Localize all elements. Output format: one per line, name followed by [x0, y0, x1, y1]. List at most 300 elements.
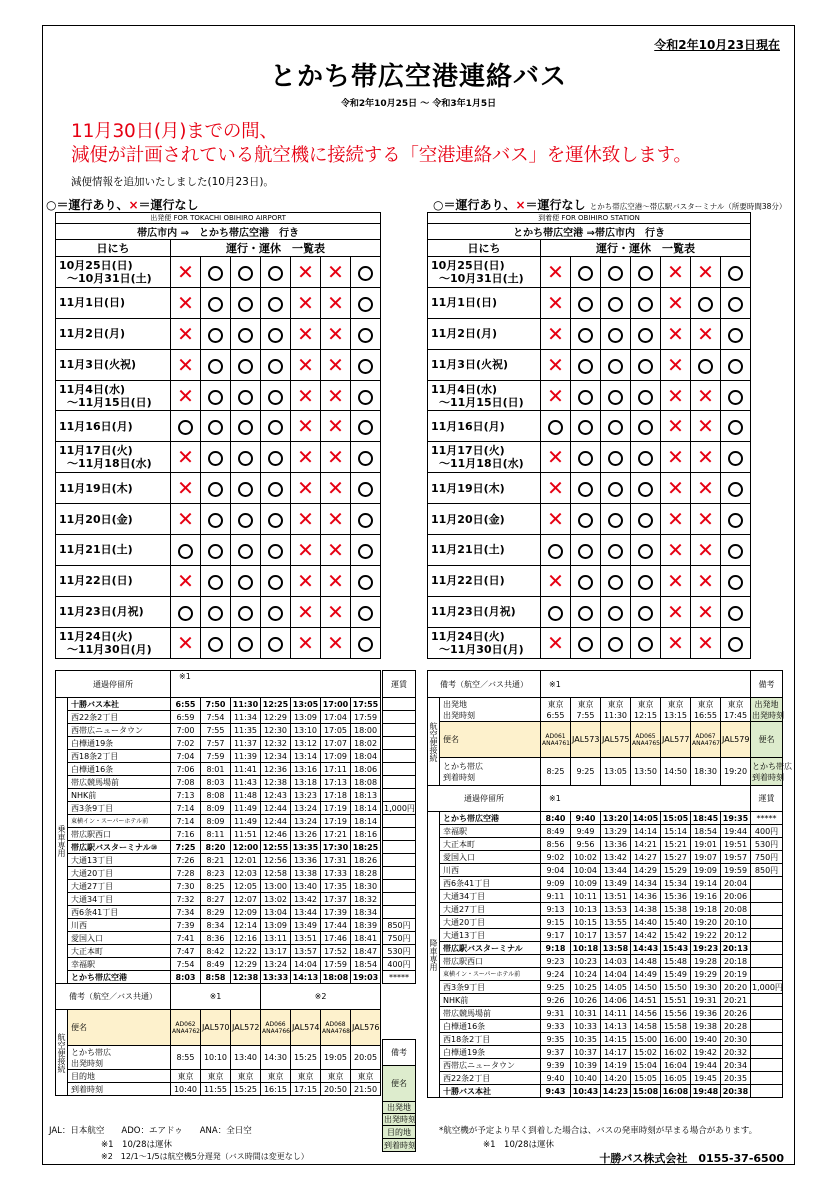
departure-time: 13:00 [261, 880, 291, 893]
fare-value: 1,000円 [752, 982, 783, 992]
stop-row [56, 724, 381, 737]
note-e: 到着時刻 [752, 772, 785, 782]
arrival-time: 15:05 [631, 1072, 661, 1085]
fare-value [751, 929, 783, 942]
arrival-time: 15:29 [661, 864, 691, 877]
service-circle-icon [721, 349, 751, 380]
arrival-time: 14:43 [631, 942, 661, 955]
stop-name: 西3条9丁目 [440, 981, 541, 994]
arrival-time: 20:12 [721, 929, 751, 942]
arrival-time: 16:08 [661, 1085, 691, 1098]
departure-time: 8:21 [201, 854, 231, 867]
service-circle-icon [631, 535, 661, 566]
origin-time: 12:15 [633, 710, 658, 720]
arrival-time: 9:04 [541, 864, 571, 877]
arrival-time: 19:51 [721, 838, 751, 851]
arrival-time: 14:58 [631, 1020, 661, 1033]
arr-label [440, 758, 541, 786]
departure-time: 12:56 [261, 854, 291, 867]
departure-time: 17:09 [321, 750, 351, 763]
service-circle-icon [601, 535, 631, 566]
note-header: ※1 [171, 671, 381, 698]
flight-arr-time: 11:55 [201, 1083, 231, 1096]
arrival-time: 14:38 [631, 903, 661, 916]
flight-arr-time: 14:50 [661, 758, 691, 786]
fare-value [383, 906, 416, 919]
dep-label-1: とかち帯広 [71, 1047, 111, 1057]
arrival-time: 14:05 [601, 981, 631, 994]
flight-arr-time: 9:25 [571, 758, 601, 786]
service-circle-icon [261, 535, 291, 566]
no-service-cross-icon: ✕ [291, 380, 321, 411]
departure-time: 7:16 [171, 828, 201, 841]
destination: 東京 [291, 1070, 321, 1083]
date-cell [56, 287, 171, 318]
departure-timetable [55, 670, 381, 1096]
date-line-1: 11月20日(金) [431, 512, 505, 526]
arrival-time: 19:44 [691, 1059, 721, 1072]
no-service-cross-icon: ✕ [541, 473, 571, 504]
origin-time: 11:30 [603, 710, 628, 720]
no-service-cross-icon: ✕ [691, 535, 721, 566]
arrival-time: 15:36 [661, 890, 691, 903]
departure-time: 17:31 [321, 854, 351, 867]
fare-value [383, 789, 416, 802]
flight-dep-time: 10:10 [201, 1046, 231, 1070]
flight-row [428, 722, 783, 758]
arr-row [56, 1083, 381, 1096]
departure-time: 12:05 [231, 880, 261, 893]
arrival-time: 14:05 [631, 812, 661, 825]
no-service-cross-icon: ✕ [291, 287, 321, 318]
fare-row [383, 958, 416, 971]
operation-row [428, 627, 751, 658]
no-service-cross-icon: ✕ [661, 504, 691, 535]
date-line-1: 11月22日(日) [431, 574, 505, 588]
arrival-time: 9:11 [541, 890, 571, 903]
no-service-cross-icon: ✕ [541, 565, 571, 596]
arrival-time: 20:20 [721, 981, 751, 994]
arrival-time: 20:06 [721, 890, 751, 903]
service-circle-icon [201, 442, 231, 473]
stop-row [56, 737, 381, 750]
stop-name: 帯広駅バスターミナル⑩ [68, 841, 171, 854]
date-line-2: ～11月15日(日) [439, 395, 524, 409]
fare-value [751, 903, 783, 916]
service-circle-icon [631, 504, 661, 535]
no-service-cross-icon: ✕ [691, 318, 721, 349]
service-circle-icon [201, 411, 231, 442]
fare-value [383, 867, 416, 880]
operation-row [428, 442, 751, 473]
arrival-time: 20:08 [721, 903, 751, 916]
operation-row [56, 411, 381, 442]
date-line-1: 11月17日(火) [59, 444, 133, 458]
departure-time: 8:34 [201, 919, 231, 932]
departure-time: 18:06 [351, 763, 381, 776]
departure-time: 17:19 [321, 802, 351, 815]
departure-time: 13:40 [291, 880, 321, 893]
departure-time: 18:25 [351, 841, 381, 854]
departure-time: 13:17 [261, 945, 291, 958]
arrival-time: 14:15 [601, 1033, 631, 1046]
caption: 出発便 FOR TOKACHI OBIHIRO AIRPORT [56, 213, 381, 224]
flight-arr-time: 17:15 [291, 1083, 321, 1096]
departure-time: 7:30 [171, 880, 201, 893]
service-circle-icon [231, 565, 261, 596]
air-note-2: ※2 [261, 984, 381, 1010]
arrival-time: 14:42 [631, 929, 661, 942]
departure-time: 12:07 [231, 893, 261, 906]
service-circle-icon [601, 442, 631, 473]
service-circle-icon [171, 596, 201, 627]
stop-name: 西22条2丁目 [440, 1072, 541, 1085]
departure-time: 13:09 [291, 711, 321, 724]
no-service-cross-icon: ✕ [291, 596, 321, 627]
flight-arr-time: 8:25 [541, 758, 571, 786]
arrival-time: 19:45 [691, 1072, 721, 1085]
no-service-cross-icon: ✕ [291, 411, 321, 442]
departure-time: 17:04 [321, 711, 351, 724]
arrival-time: 10:02 [571, 851, 601, 864]
flight-number: JAL577 [661, 722, 691, 758]
operation-row [428, 257, 751, 288]
departure-time: 18:08 [351, 776, 381, 789]
arrival-time: 13:44 [601, 864, 631, 877]
service-circle-icon [261, 596, 291, 627]
airline-legend: JAL：日本航空 ADO：エアドゥ ANA：全日空 [49, 1126, 252, 1136]
notice-sub: 減便情報を追加いたしました(10月23日)。 [71, 176, 274, 188]
service-circle-icon [231, 596, 261, 627]
fare-value [383, 815, 416, 828]
operation-row [56, 565, 381, 596]
timetable-page [42, 25, 795, 1165]
service-circle-icon [631, 349, 661, 380]
stop-row [428, 955, 783, 968]
arrival-time: 10:33 [571, 1020, 601, 1033]
service-circle-icon [721, 442, 751, 473]
departure-time: 17:37 [321, 893, 351, 906]
flight-dep-time: 14:30 [261, 1046, 291, 1070]
service-circle-icon [721, 504, 751, 535]
no-service-cross-icon: ✕ [321, 442, 351, 473]
stops-header: 通過停留所 [428, 786, 541, 812]
no-service-cross-icon: ✕ [661, 627, 691, 658]
service-circle-icon [601, 596, 631, 627]
departure-time: 13:02 [261, 893, 291, 906]
note-a: 出発地 [754, 699, 779, 709]
as-of-date: 令和2年10月23日現在 [654, 38, 780, 52]
date-cell [56, 442, 171, 473]
stop-row [56, 750, 381, 763]
departure-time: 13:12 [291, 737, 321, 750]
departure-time: 13:33 [261, 971, 291, 984]
departure-time: 11:49 [231, 815, 261, 828]
route: とかち帯広空港 ⇒帯広市内 行き [428, 224, 751, 240]
date-cell [56, 473, 171, 504]
date-line-1: 11月23日(月祝) [59, 605, 144, 619]
no-service-cross-icon: ✕ [291, 318, 321, 349]
arrival-time: 9:25 [541, 981, 571, 994]
fare-value [751, 1020, 783, 1033]
stop-name: 愛国入口 [440, 851, 541, 864]
stop-name: とかち帯広空港 [68, 971, 171, 984]
period: 令和2年10月25日 ～ 令和3年1月5日 [340, 99, 497, 109]
no-service-cross-icon: ✕ [541, 287, 571, 318]
departure-time: 11:37 [231, 737, 261, 750]
arrival-time: 10:09 [571, 877, 601, 890]
stop-row [56, 802, 381, 815]
departure-time: 18:02 [351, 737, 381, 750]
arrival-time: 15:04 [631, 1059, 661, 1072]
date-cell [428, 596, 541, 627]
origin-cell [601, 698, 631, 722]
arrival-time: 10:40 [571, 1072, 601, 1085]
arrival-time: 9:40 [571, 812, 601, 825]
departure-time: 7:47 [171, 945, 201, 958]
fare-row [383, 919, 416, 932]
service-circle-icon [631, 442, 661, 473]
service-circle-icon [351, 380, 381, 411]
ops-header: 運行・運休 一覧表 [171, 240, 381, 257]
arr-label-1: とかち帯広 [443, 761, 483, 771]
service-circle-icon [351, 257, 381, 288]
flight-number: JAL574 [291, 1010, 321, 1046]
departure-time: 7:26 [171, 854, 201, 867]
no-service-cross-icon: ✕ [661, 565, 691, 596]
arrival-time: 19:31 [691, 994, 721, 1007]
service-circle-icon [351, 349, 381, 380]
arrival-time: 9:24 [541, 968, 571, 981]
footnote-2: ※2 12/1～1/5は航空機5分遅発（バス時間は変更なし） [101, 1152, 309, 1161]
arrival-time: 10:18 [571, 942, 601, 955]
arrival-time: 15:40 [661, 916, 691, 929]
fare-value: 530円 [383, 945, 416, 958]
departure-time: 12:58 [261, 867, 291, 880]
no-service-cross-icon: ✕ [541, 442, 571, 473]
stop-name: 西18条2丁目 [68, 750, 171, 763]
arrival-time: 15:14 [661, 825, 691, 838]
stop-name: 帯広競馬場前 [440, 1007, 541, 1020]
flight-arr-time: 19:20 [721, 758, 751, 786]
arrival-time: 15:05 [661, 812, 691, 825]
date-line-1: 11月17日(火) [431, 444, 505, 458]
service-circle-icon [601, 565, 631, 596]
arrival-time: 9:17 [541, 929, 571, 942]
departure-time: 6:59 [171, 711, 201, 724]
fare-value [751, 877, 783, 890]
arrival-time: 19:20 [691, 916, 721, 929]
fare-value: 400円 [383, 958, 416, 971]
departure-time: 12:00 [231, 841, 261, 854]
arrival-time: 15:49 [661, 968, 691, 981]
arrival-time: 9:31 [541, 1007, 571, 1020]
departure-time: 12:09 [231, 906, 261, 919]
footnote-1-right: ※1 10/28は運休 [483, 1140, 555, 1150]
stop-name: 大通20丁目 [68, 867, 171, 880]
stop-row [428, 981, 783, 994]
flight-number: JAL570 [201, 1010, 231, 1046]
service-circle-icon [351, 504, 381, 535]
fare-value [751, 968, 783, 981]
departure-time: 17:00 [321, 698, 351, 711]
arrival-time: 19:14 [691, 877, 721, 890]
departure-time: 17:21 [321, 828, 351, 841]
fare-value [383, 854, 416, 867]
arrival-time: 19:57 [721, 851, 751, 864]
stop-name: 白樺通16条 [440, 1020, 541, 1033]
date-cell [56, 627, 171, 658]
stop-name: 帯広駅西口 [440, 955, 541, 968]
date-cell [56, 318, 171, 349]
fare-value [383, 711, 416, 724]
departure-time: 12:38 [261, 776, 291, 789]
notice-line-2: 減便が計画されている航空機に接続する「空港連絡バス」を運休致します。 [71, 145, 692, 166]
arrival-time: 15:38 [661, 903, 691, 916]
arrival-time: 13:55 [601, 916, 631, 929]
no-service-cross-icon: ✕ [691, 473, 721, 504]
date-header: 日にち [56, 240, 171, 257]
service-circle-icon [601, 411, 631, 442]
service-circle-icon [571, 287, 601, 318]
departure-time: 12:22 [231, 945, 261, 958]
departure-time: 7:14 [171, 815, 201, 828]
fare-value: ***** [383, 971, 416, 984]
fare-value: 400円 [751, 825, 783, 838]
arrival-time: 15:58 [661, 1020, 691, 1033]
fare-value [383, 763, 416, 776]
service-circle-icon [201, 473, 231, 504]
no-service-cross-icon: ✕ [171, 627, 201, 658]
note-row [383, 1066, 416, 1102]
service-circle-icon [201, 257, 231, 288]
note-cell: 便名 [383, 1066, 416, 1102]
departure-time: 12:30 [261, 724, 291, 737]
departure-time: 18:41 [351, 932, 381, 945]
service-circle-icon [601, 627, 631, 658]
departure-time: 18:54 [351, 958, 381, 971]
stop-name: 愛国入口 [68, 932, 171, 945]
arrival-time: 9:18 [541, 942, 571, 955]
no-service-cross-icon: ✕ [661, 442, 691, 473]
departure-time: 12:16 [231, 932, 261, 945]
date-cell [428, 287, 541, 318]
no-service-cross-icon: ✕ [321, 318, 351, 349]
service-circle-icon [631, 596, 661, 627]
origin-cell [631, 698, 661, 722]
fare-row [383, 763, 416, 776]
fare-row [383, 971, 416, 984]
service-circle-icon [231, 442, 261, 473]
service-circle-icon [631, 473, 661, 504]
arrival-time: 9:56 [571, 838, 601, 851]
legend-right: ○＝運行あり、×＝運行なし とかち帯広空港～帯広駅バスターミナル（所要時間38分） [433, 198, 787, 212]
stop-row [56, 828, 381, 841]
arrival-time: 15:00 [631, 1033, 661, 1046]
arrival-time: 10:26 [571, 994, 601, 1007]
arrival-time: 14:48 [631, 955, 661, 968]
fare-value [383, 828, 416, 841]
legend-left: ○＝運行あり、×＝運行なし [46, 198, 199, 212]
codeshare-code: ANA4768 [322, 1027, 350, 1035]
fare-value [751, 1007, 783, 1020]
departure-time: 8:09 [201, 815, 231, 828]
origin: 東京 [637, 699, 654, 709]
departure-time: 6:55 [171, 698, 201, 711]
arrival-time: 15:21 [661, 838, 691, 851]
no-service-cross-icon: ✕ [171, 349, 201, 380]
date-header: 日にち [428, 240, 541, 257]
origin-label-1: 出発地 [443, 699, 467, 709]
stop-row [428, 864, 783, 877]
departure-time: 8:29 [201, 906, 231, 919]
stop-name: とかち帯広空港 [440, 812, 541, 825]
service-circle-icon [571, 442, 601, 473]
arrival-time: 20:35 [721, 1072, 751, 1085]
service-circle-icon [231, 411, 261, 442]
origin-label-2: 出発時刻 [443, 710, 475, 720]
flight-number [321, 1010, 351, 1046]
departure-time: 13:16 [291, 763, 321, 776]
stop-row [428, 1059, 783, 1072]
fare-value [383, 841, 416, 854]
service-circle-icon [201, 535, 231, 566]
dep-row [56, 1046, 381, 1070]
no-service-cross-icon: ✕ [171, 442, 201, 473]
stop-row [428, 1072, 783, 1085]
arrival-time: 14:34 [631, 877, 661, 890]
arrival-time: 19:40 [691, 1033, 721, 1046]
fare-row [383, 802, 416, 815]
departure-time: 17:19 [321, 815, 351, 828]
stop-name: 西22条2丁目 [68, 711, 171, 724]
stop-row [428, 877, 783, 890]
alighting-only-label: 降車専用 [428, 812, 440, 1098]
departure-time: 7:34 [171, 906, 201, 919]
operation-row [428, 535, 751, 566]
no-service-cross-icon: ✕ [661, 257, 691, 288]
flight-arr-time: 20:50 [321, 1083, 351, 1096]
stop-row [428, 1046, 783, 1059]
service-circle-icon [571, 257, 601, 288]
origin-cell [691, 698, 721, 722]
stop-row [56, 880, 381, 893]
arrival-time: 19:48 [691, 1085, 721, 1098]
departure-time: 8:03 [201, 776, 231, 789]
stop-name: 帯広競馬場前 [68, 776, 171, 789]
arrival-time: 19:35 [721, 812, 751, 825]
fare-value [383, 750, 416, 763]
stop-name: 白樺通19条 [68, 737, 171, 750]
date-cell [428, 504, 541, 535]
service-circle-icon [571, 596, 601, 627]
origin-label [440, 698, 541, 722]
service-circle-icon [601, 287, 631, 318]
no-service-cross-icon: ✕ [321, 411, 351, 442]
arrival-time: 9:15 [541, 916, 571, 929]
departure-time: 17:11 [321, 763, 351, 776]
flight-number [171, 1010, 201, 1046]
service-circle-icon [201, 318, 231, 349]
no-service-cross-icon: ✕ [321, 380, 351, 411]
departure-time: 7:50 [201, 698, 231, 711]
service-circle-icon [231, 380, 261, 411]
arrival-time: 13:20 [601, 812, 631, 825]
departure-time: 18:04 [351, 750, 381, 763]
arrival-time: 14:11 [601, 1007, 631, 1020]
note-row [383, 1114, 416, 1126]
departure-time: 17:35 [321, 880, 351, 893]
